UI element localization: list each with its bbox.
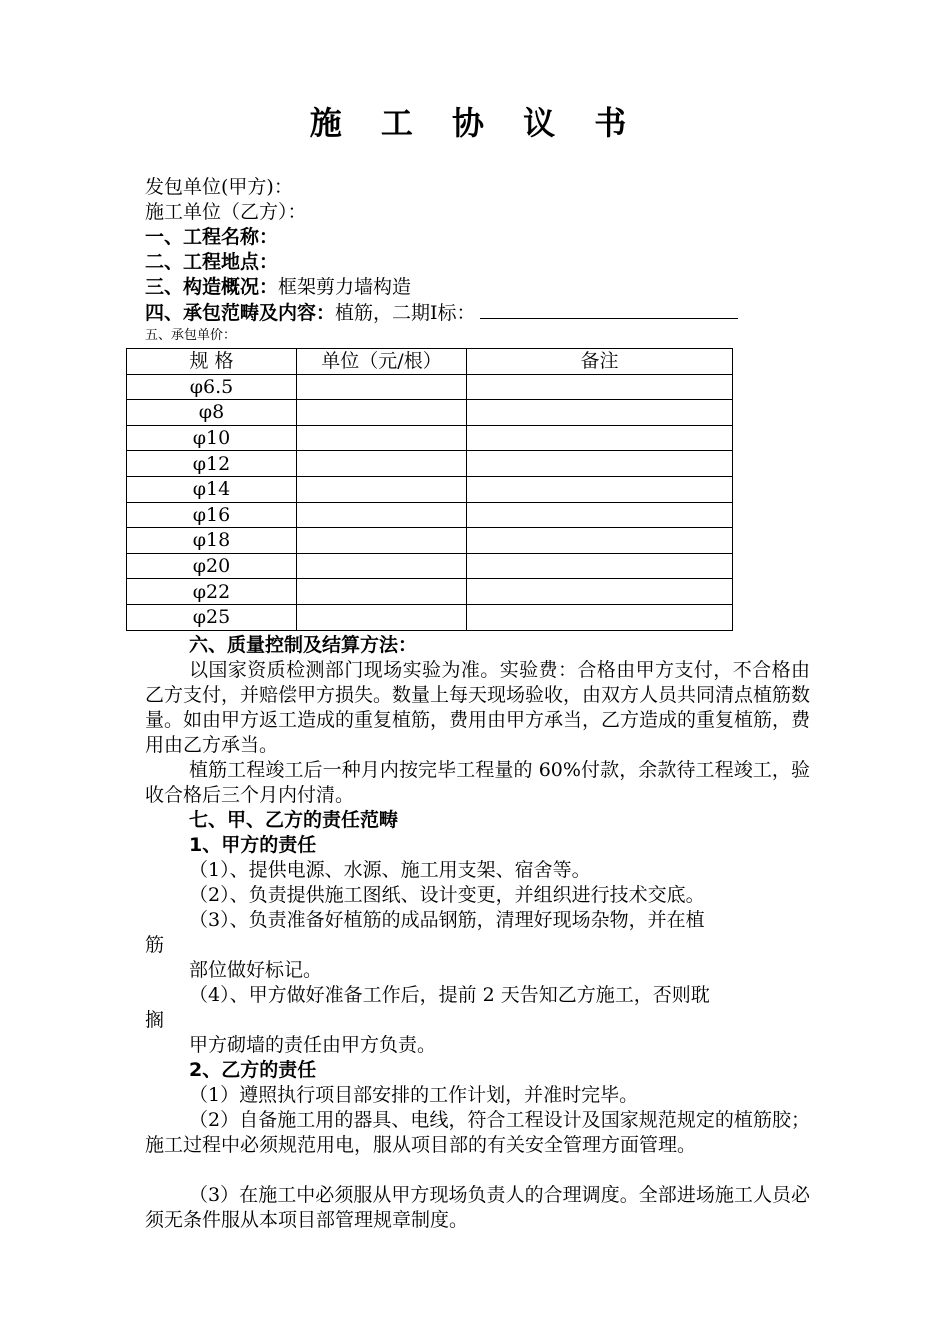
price-cell: [297, 502, 467, 528]
table-row: [127, 374, 733, 400]
scope-label: 四、承包范畴及内容：: [145, 302, 336, 324]
spec-cell: φ20: [127, 553, 297, 579]
table-row: [127, 476, 733, 502]
remark-cell: [467, 476, 733, 502]
party-a-item-3-line-1: （3）、负责准备好植筋的成品钢筋，清理好现场杂物，并在植: [189, 909, 705, 931]
price-cell: [297, 528, 467, 554]
remark-cell: [467, 579, 733, 605]
party-b-item-3: （3）在施工中必须服从甲方现场负责人的合理调度。全部进场施工人员必须无条件服从本项目部管理规章制度。: [145, 1184, 810, 1231]
price-cell: [297, 425, 467, 451]
spec-cell: φ8: [127, 400, 297, 426]
structure-overview-value: 框架剪力墙构造: [278, 276, 412, 298]
spec-cell: φ14: [127, 476, 297, 502]
table-row: [127, 579, 733, 605]
party-a-item-2: （2）、负责提供施工图纸、设计变更，并组织进行技术交底。: [189, 884, 705, 906]
scope-line: [145, 300, 738, 326]
remark-cell: [467, 451, 733, 477]
party-a-item-4-line-2: 搁: [145, 1009, 165, 1031]
table-row: [127, 502, 733, 528]
remark-cell: [467, 400, 733, 426]
table-row: [127, 400, 733, 426]
spec-cell: φ22: [127, 579, 297, 605]
spec-cell: φ16: [127, 502, 297, 528]
remark-cell: [467, 604, 733, 630]
price-cell: [297, 400, 467, 426]
spec-cell: φ18: [127, 528, 297, 554]
project-name-label: 一、工程名称：: [145, 226, 279, 248]
structure-overview-line: [145, 275, 411, 300]
section6-paragraph-2: 植筋工程竣工后一种月内按完毕工程量的 60%付款，余款待工程竣工，验收合格后三个月内付清。: [145, 759, 810, 806]
party-a-heading: 1、甲方的责任: [189, 834, 317, 856]
party-b-item-1: （1）遵照执行项目部安排的工作计划，并准时完毕。: [189, 1084, 639, 1106]
spec-cell: φ10: [127, 425, 297, 451]
table-row: [127, 604, 733, 630]
party-b-item-2: （2）自备施工用的器具、电线，符合工程设计及国家规范规定的植筋胶；施工过程中必须规范用电，服从项目部的有关安全管理方面管理。: [145, 1109, 810, 1156]
price-cell: [297, 476, 467, 502]
table-header-row: [127, 349, 733, 375]
project-location-label: 二、工程地点：: [145, 251, 279, 273]
header-spec: 规 格: [127, 349, 297, 375]
contractor-line: 施工单位（乙方）：: [145, 201, 307, 223]
table-row: [127, 553, 733, 579]
table-row: [127, 451, 733, 477]
price-cell: [297, 553, 467, 579]
party-b-heading: 2、乙方的责任: [189, 1059, 317, 1081]
employer-line: 发包单位(甲方)：: [145, 176, 293, 198]
party-a-item-4-line-1: （4）、甲方做好准备工作后，提前 2 天告知乙方施工，否则耽: [189, 984, 710, 1006]
spec-cell: φ12: [127, 451, 297, 477]
section7-heading: 七、甲、乙方的责任范畴: [189, 809, 399, 831]
party-a-item-1: （1）、提供电源、水源、施工用支架、宿舍等。: [189, 859, 591, 881]
header-unit-price: 单位（元/根）: [297, 349, 467, 375]
party-a-item-3-line-3: 部位做好标记。: [189, 959, 323, 981]
price-cell: [297, 604, 467, 630]
remark-cell: [467, 374, 733, 400]
spec-cell: φ25: [127, 604, 297, 630]
unit-price-table: [126, 348, 733, 631]
section6-heading: 六、质量控制及结算方法：: [189, 634, 418, 656]
price-cell: [297, 451, 467, 477]
header-remarks: 备注: [467, 349, 733, 375]
scope-value: 植筋，二期Ⅰ标：: [335, 302, 476, 324]
spec-cell: φ6.5: [127, 374, 297, 400]
table-row: [127, 528, 733, 554]
party-a-item-4-line-3: 甲方砌墙的责任由甲方负责。: [189, 1034, 437, 1056]
remark-cell: [467, 425, 733, 451]
remark-cell: [467, 553, 733, 579]
table-row: [127, 425, 733, 451]
remark-cell: [467, 502, 733, 528]
scope-blank-underline: [480, 300, 738, 319]
party-a-item-3-line-2: 筋: [145, 934, 165, 956]
unit-price-label: 五、承包单价：: [145, 328, 237, 343]
remark-cell: [467, 528, 733, 554]
price-cell: [297, 579, 467, 605]
price-cell: [297, 374, 467, 400]
structure-overview-label: 三、构造概况：: [145, 276, 279, 298]
document-title: 施 工 协 议 书: [309, 104, 641, 142]
section6-paragraph-1: 以国家资质检测部门现场实验为准。实验费：合格由甲方支付，不合格由乙方支付，并赔偿甲方损失。数量上每天现场验收，由双方人员共同清点植筋数量。如由甲方返工造成的重复植筋，费用由甲方承当，乙方造成的重复植筋，费用由乙方承当。: [145, 659, 811, 756]
